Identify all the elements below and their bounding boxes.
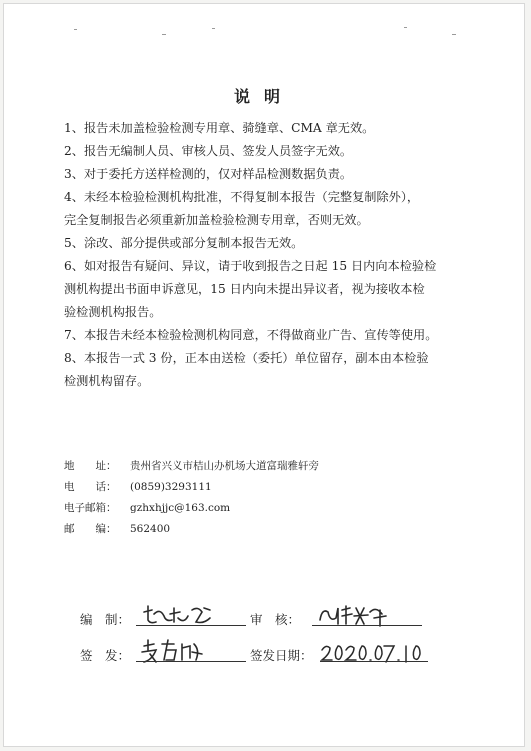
postcode-value: 562400 [130,523,171,535]
issue-date-label: 签发日期： [250,648,313,663]
email-value: gzhxhjjc@163.com [130,502,231,514]
term-line: 检测机构留存。 [64,374,150,388]
address-label: 地 址： [64,460,117,472]
address-row [64,456,484,477]
phone-row [64,477,484,498]
term-line: 8、本报告一式 3 份，正本由送检（委托）单位留存，副本由本检验 [64,351,429,365]
postcode-label: 邮 编： [64,523,117,535]
term-line: 3、对于委托方送样检测的，仅对样品检测数据负责。 [64,167,353,181]
report-page [3,3,525,747]
term-line: 4、未经本检验检测机构批准，不得复制本报告（完整复制除外）， [64,190,420,204]
prepared-line [136,625,246,626]
postcode-row [64,519,484,540]
term-line: 测机构提出书面申诉意见，15 日内向未提出异议者，视为接收本检 [64,282,425,296]
phone-label: 电 话： [64,481,117,493]
term-line: 1、报告未加盖检验检测专用章、骑缝章、CMA 章无效。 [64,121,375,135]
term-line: 验检测机构报告。 [64,305,162,319]
signoff-row-2 [80,638,480,674]
email-label: 电子邮箱： [64,502,117,514]
email-row [64,498,484,519]
signoff-row-1 [80,602,480,638]
terms-list [64,117,484,393]
reviewed-line [312,625,422,626]
issue-date-line [320,661,428,662]
term-line: 2、报告无编制人员、审核人员、签发人员签字无效。 [64,144,353,158]
term-line: 7、本报告未经本检验检测机构同意，不得做商业广告、宣传等使用。 [64,328,438,342]
issued-line [136,661,246,662]
term-line: 5、涂改、部分提供或部分复制本报告无效。 [64,236,304,250]
address-value: 贵州省兴义市桔山办机场大道富瑞雅轩旁 [130,460,319,472]
prepared-label: 编 制： [80,612,131,627]
signoff-block [80,602,480,674]
term-line: 6、如对报告有疑问、异议，请于收到报告之日起 15 日内向本检验检 [64,259,437,273]
term-line: 完全复制报告必须重新加盖检验检测专用章，否则无效。 [64,213,369,227]
page-title: 说明 [233,87,294,106]
issued-label: 签 发： [80,648,131,663]
contact-info [64,456,484,540]
phone-value: (0859)3293111 [130,481,212,493]
reviewed-label: 审 核： [250,612,301,627]
